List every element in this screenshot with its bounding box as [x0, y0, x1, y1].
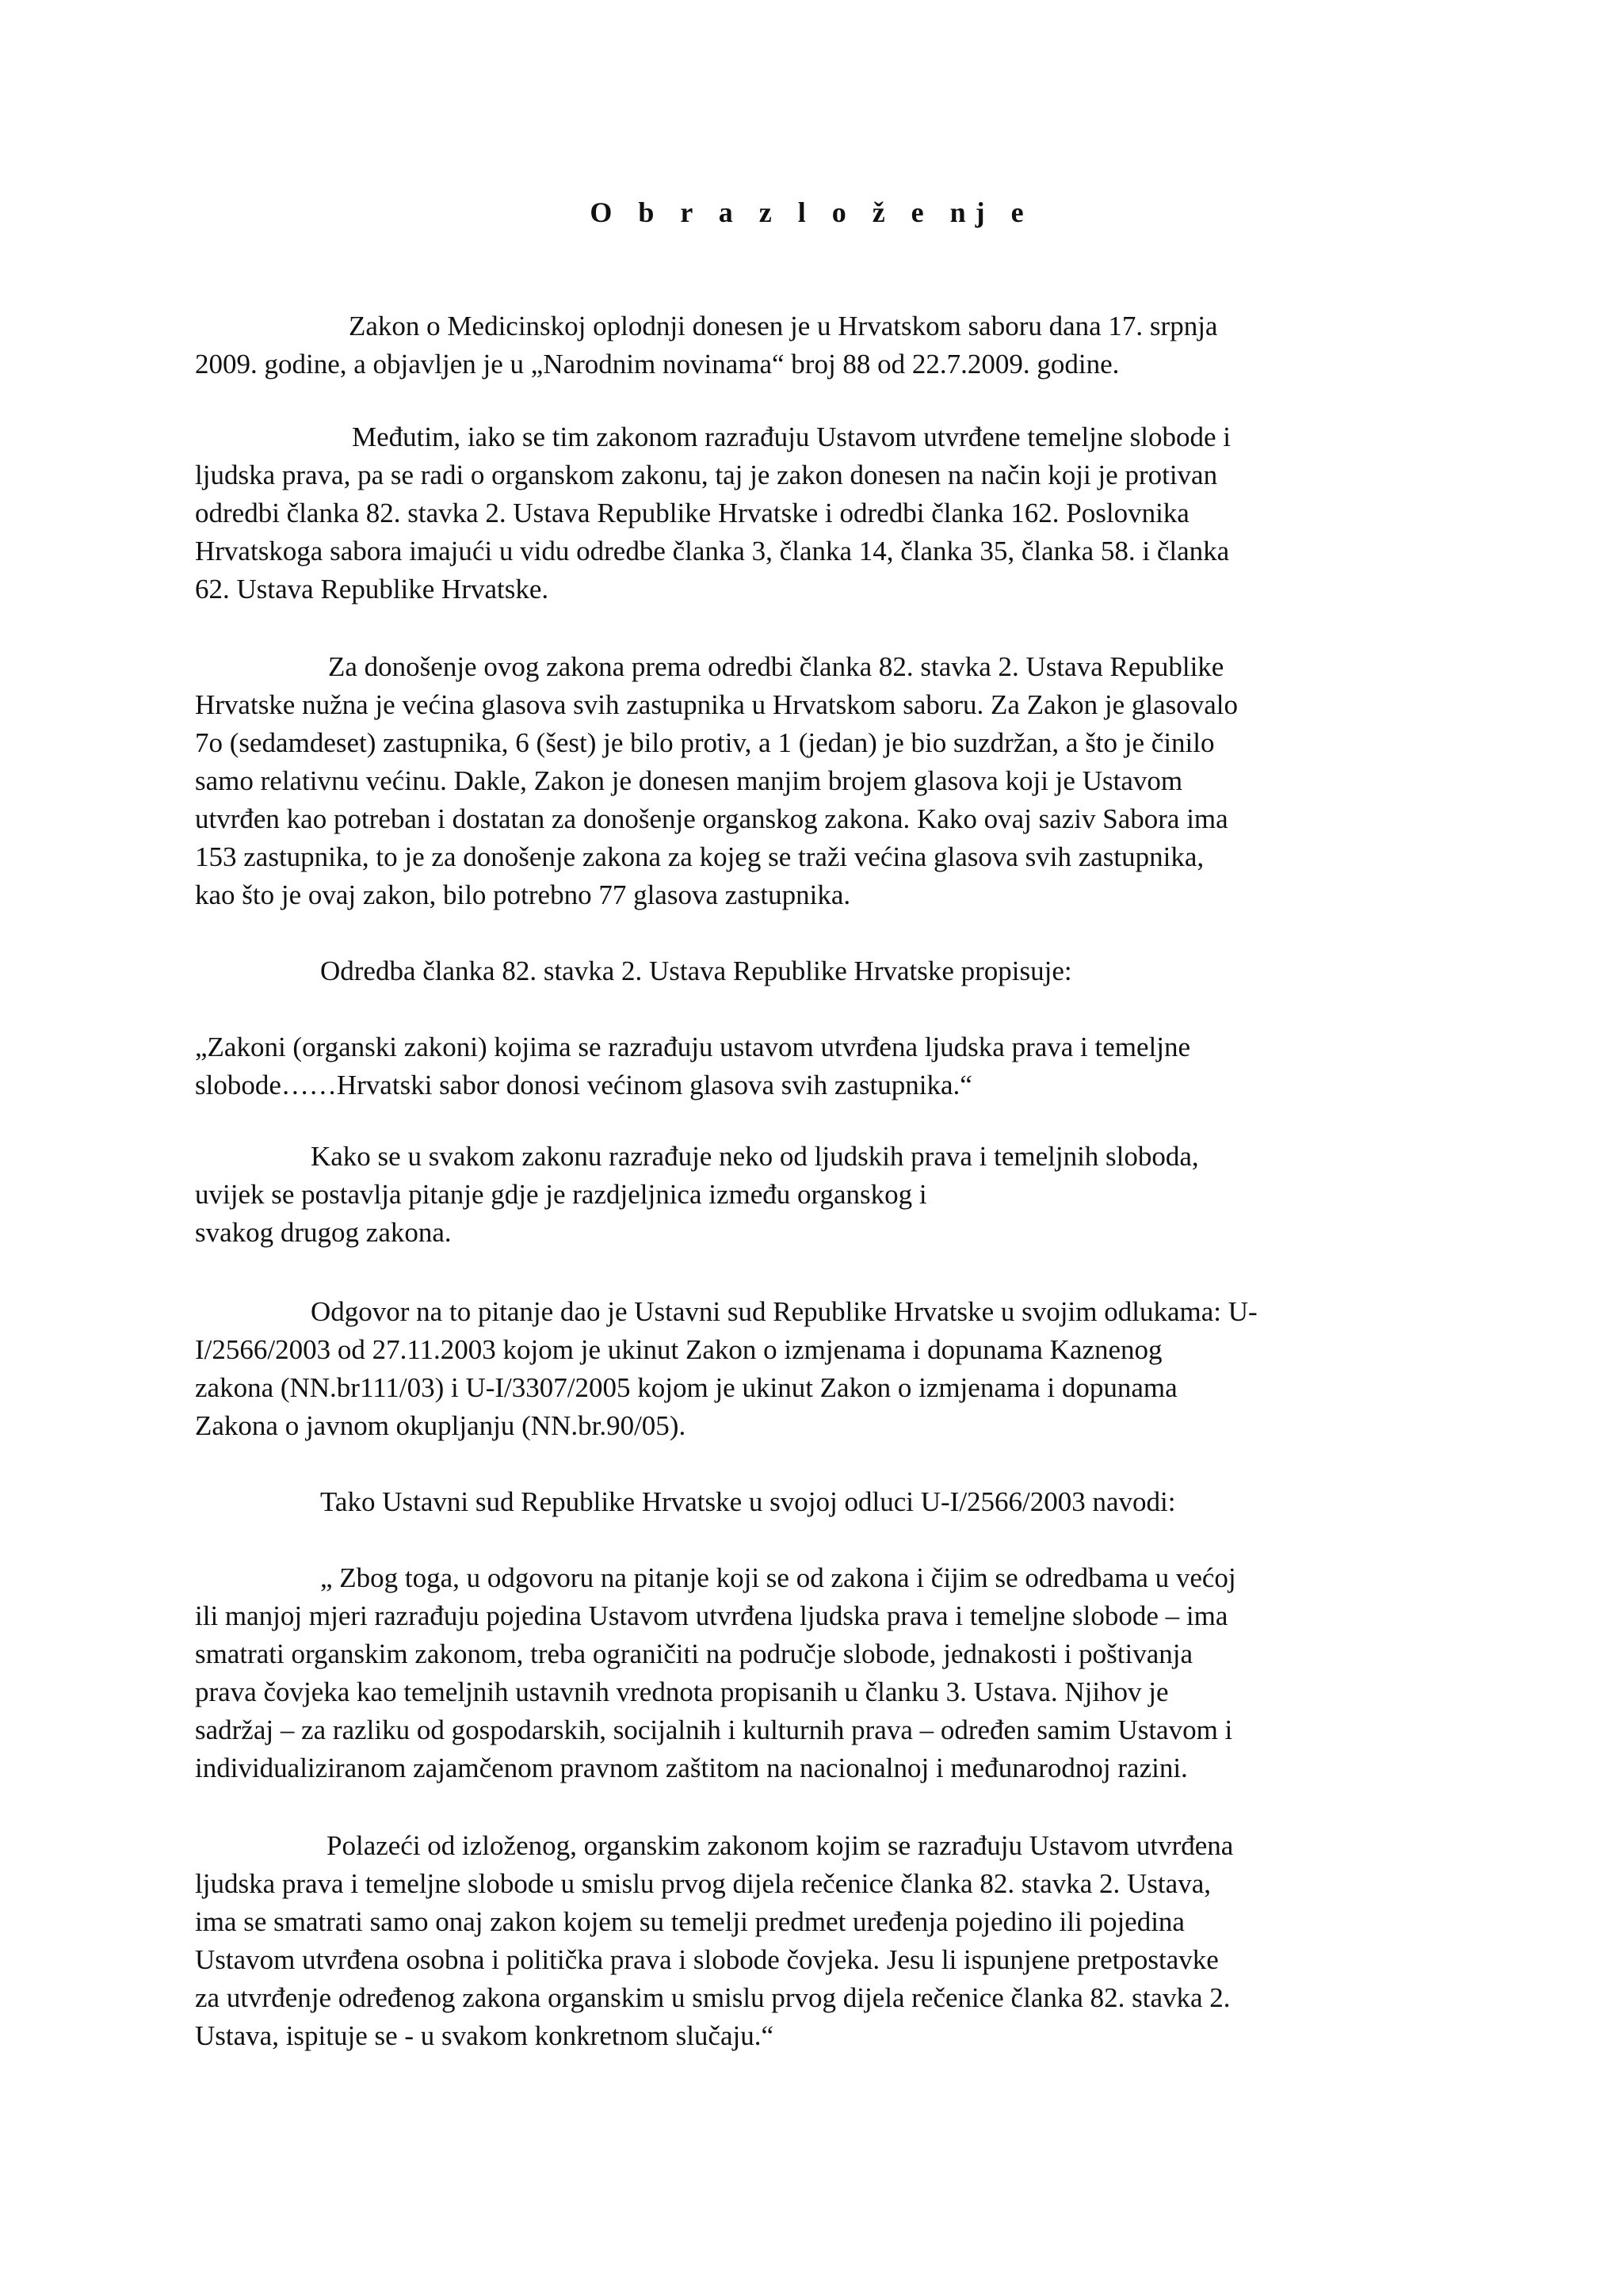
paragraph-line: Tako Ustavni sud Republike Hrvatske u svojoj odluci U-I/2566/2003 navodi: — [320, 1486, 1176, 1517]
paragraph-10 — [195, 1827, 1447, 2055]
paragraph-line: uvijek se postavlja pitanje gdje je razdjeljnica između organskog i — [195, 1179, 927, 1210]
paragraph-8 — [195, 1483, 1447, 1521]
paragraph-line: Međutim, iako se tim zakonom razrađuju Ustavom utvrđene temeljne slobode i — [352, 421, 1232, 452]
paragraph-line: ima se smatrati samo onaj zakon kojem su temelji predmet uređenja pojedino ili pojedina — [195, 1906, 1185, 1937]
paragraph-line: individualiziranom zajamčenom pravnom zaštitom na nacionalnoj i međunarodnoj razini. — [195, 1753, 1188, 1783]
paragraph-line: 7o (sedamdeset) zastupnika, 6 (šest) je bilo protiv, a 1 (jedan) je bio suzdržan, a što je činilo — [195, 727, 1215, 758]
paragraph-line: prava čovjeka kao temeljnih ustavnih vrednota propisanih u članku 3. Ustava. Njihov je — [195, 1676, 1169, 1707]
paragraph-1 — [195, 307, 1447, 383]
paragraph-4 — [195, 952, 1447, 990]
paragraph-line: slobode……Hrvatski sabor donosi većinom glasova svih zastupnika.“ — [195, 1070, 972, 1100]
quote-organic-laws — [195, 1028, 1447, 1104]
paragraph-line: kao što je ovaj zakon, bilo potrebno 77 glasova zastupnika. — [195, 879, 851, 910]
paragraph-line: Kako se u svakom zakonu razrađuje neko od ljudskih prava i temeljnih sloboda, — [311, 1141, 1199, 1172]
paragraph-line: Hrvatske nužna je većina glasova svih zastupnika u Hrvatskom saboru. Za Zakon je glasovalo — [195, 689, 1239, 720]
paragraph-line: odredbi članka 82. stavka 2. Ustava Republike Hrvatske i odredbi članka 162. Poslovnika — [195, 498, 1190, 528]
paragraph-line: za utvrđenje određenog zakona organskim u smislu prvog dijela rečenice članka 82. stavka 2. — [195, 1982, 1231, 2013]
paragraph-line: 153 zastupnika, to je za donošenje zakona za kojeg se traži većina glasova svih zastupnika, — [195, 841, 1205, 872]
paragraph-line: zakona (NN.br111/03) i U-I/3307/2005 kojom je ukinut Zakon o izmjenama i dopunama — [195, 1372, 1178, 1403]
paragraph-line: 62. Ustava Republike Hrvatske. — [195, 574, 549, 605]
paragraph-line: „ Zbog toga, u odgovoru na pitanje koji se od zakona i čijim se odredbama u većoj — [320, 1562, 1236, 1593]
paragraph-line: „Zakoni (organski zakoni) kojima se razrađuju ustavom utvrđena ljudska prava i temeljne — [195, 1032, 1191, 1062]
document-title: O b r a z l o ž e nj e — [590, 196, 1033, 228]
paragraph-line: Ustava, ispituje se - u svakom konkretnom slučaju.“ — [195, 2020, 773, 2051]
paragraph-line: Odredba članka 82. stavka 2. Ustava Republike Hrvatske propisuje: — [320, 955, 1072, 986]
paragraph-line: Hrvatskoga sabora imajući u vidu odredbe članka 3, članka 14, članka 35, članka 58. i članka — [195, 536, 1230, 566]
paragraph-3 — [195, 648, 1447, 914]
paragraph-line: utvrđen kao potreban i dostatan za donošenje organskog zakona. Kako ovaj saziv Sabora ima — [195, 803, 1228, 834]
paragraph-2 — [195, 418, 1447, 608]
paragraph-6 — [195, 1138, 1447, 1252]
paragraph-line: Ustavom utvrđena osobna i politička prava i slobode čovjeka. Jesu li ispunjene pretpostavke — [195, 1944, 1219, 1975]
paragraph-line: ili manjoj mjeri razrađuju pojedina Ustavom utvrđena ljudska prava i temeljne slobode – ima — [195, 1600, 1228, 1631]
paragraph-line: Za donošenje ovog zakona prema odredbi članka 82. stavka 2. Ustava Republike — [328, 651, 1224, 682]
paragraph-line: smatrati organskim zakonom, treba ograničiti na područje slobode, jednakosti i poštivanja — [195, 1638, 1193, 1669]
paragraph-line: Odgovor na to pitanje dao je Ustavni sud Republike Hrvatske u svojim odlukama: U- — [311, 1296, 1258, 1327]
paragraph-line: Zakona o javnom okupljanju (NN.br.90/05). — [195, 1410, 686, 1441]
paragraph-line: samo relativnu većinu. Dakle, Zakon je donesen manjim brojem glasova koji je Ustavom — [195, 765, 1183, 796]
paragraph-line: I/2566/2003 od 27.11.2003 kojom je ukinut Zakon o izmjenama i dopunama Kaznenog — [195, 1334, 1163, 1365]
paragraph-line: Zakon o Medicinskoj oplodnji donesen je u Hrvatskom saboru dana 17. srpnja — [349, 311, 1218, 341]
paragraph-line: Polazeći od izloženog, organskim zakonom kojim se razrađuju Ustavom utvrđena — [327, 1830, 1234, 1861]
paragraph-7 — [195, 1293, 1447, 1445]
quote-constitutional-court — [195, 1559, 1447, 1787]
paragraph-line: ljudska prava, pa se radi o organskom zakonu, taj je zakon donesen na način koji je protivan — [195, 460, 1218, 490]
paragraph-line: 2009. godine, a objavljen je u „Narodnim novinama“ broj 88 od 22.7.2009. godine. — [195, 349, 1120, 379]
paragraph-line: ljudska prava i temeljne slobode u smislu prvog dijela rečenice članka 82. stavka 2. Ustava, — [195, 1868, 1211, 1899]
paragraph-line: sadržaj – za razliku od gospodarskih, socijalnih i kulturnih prava – određen samim Ustavom i — [195, 1714, 1233, 1745]
paragraph-line: svakog drugog zakona. — [195, 1217, 452, 1248]
